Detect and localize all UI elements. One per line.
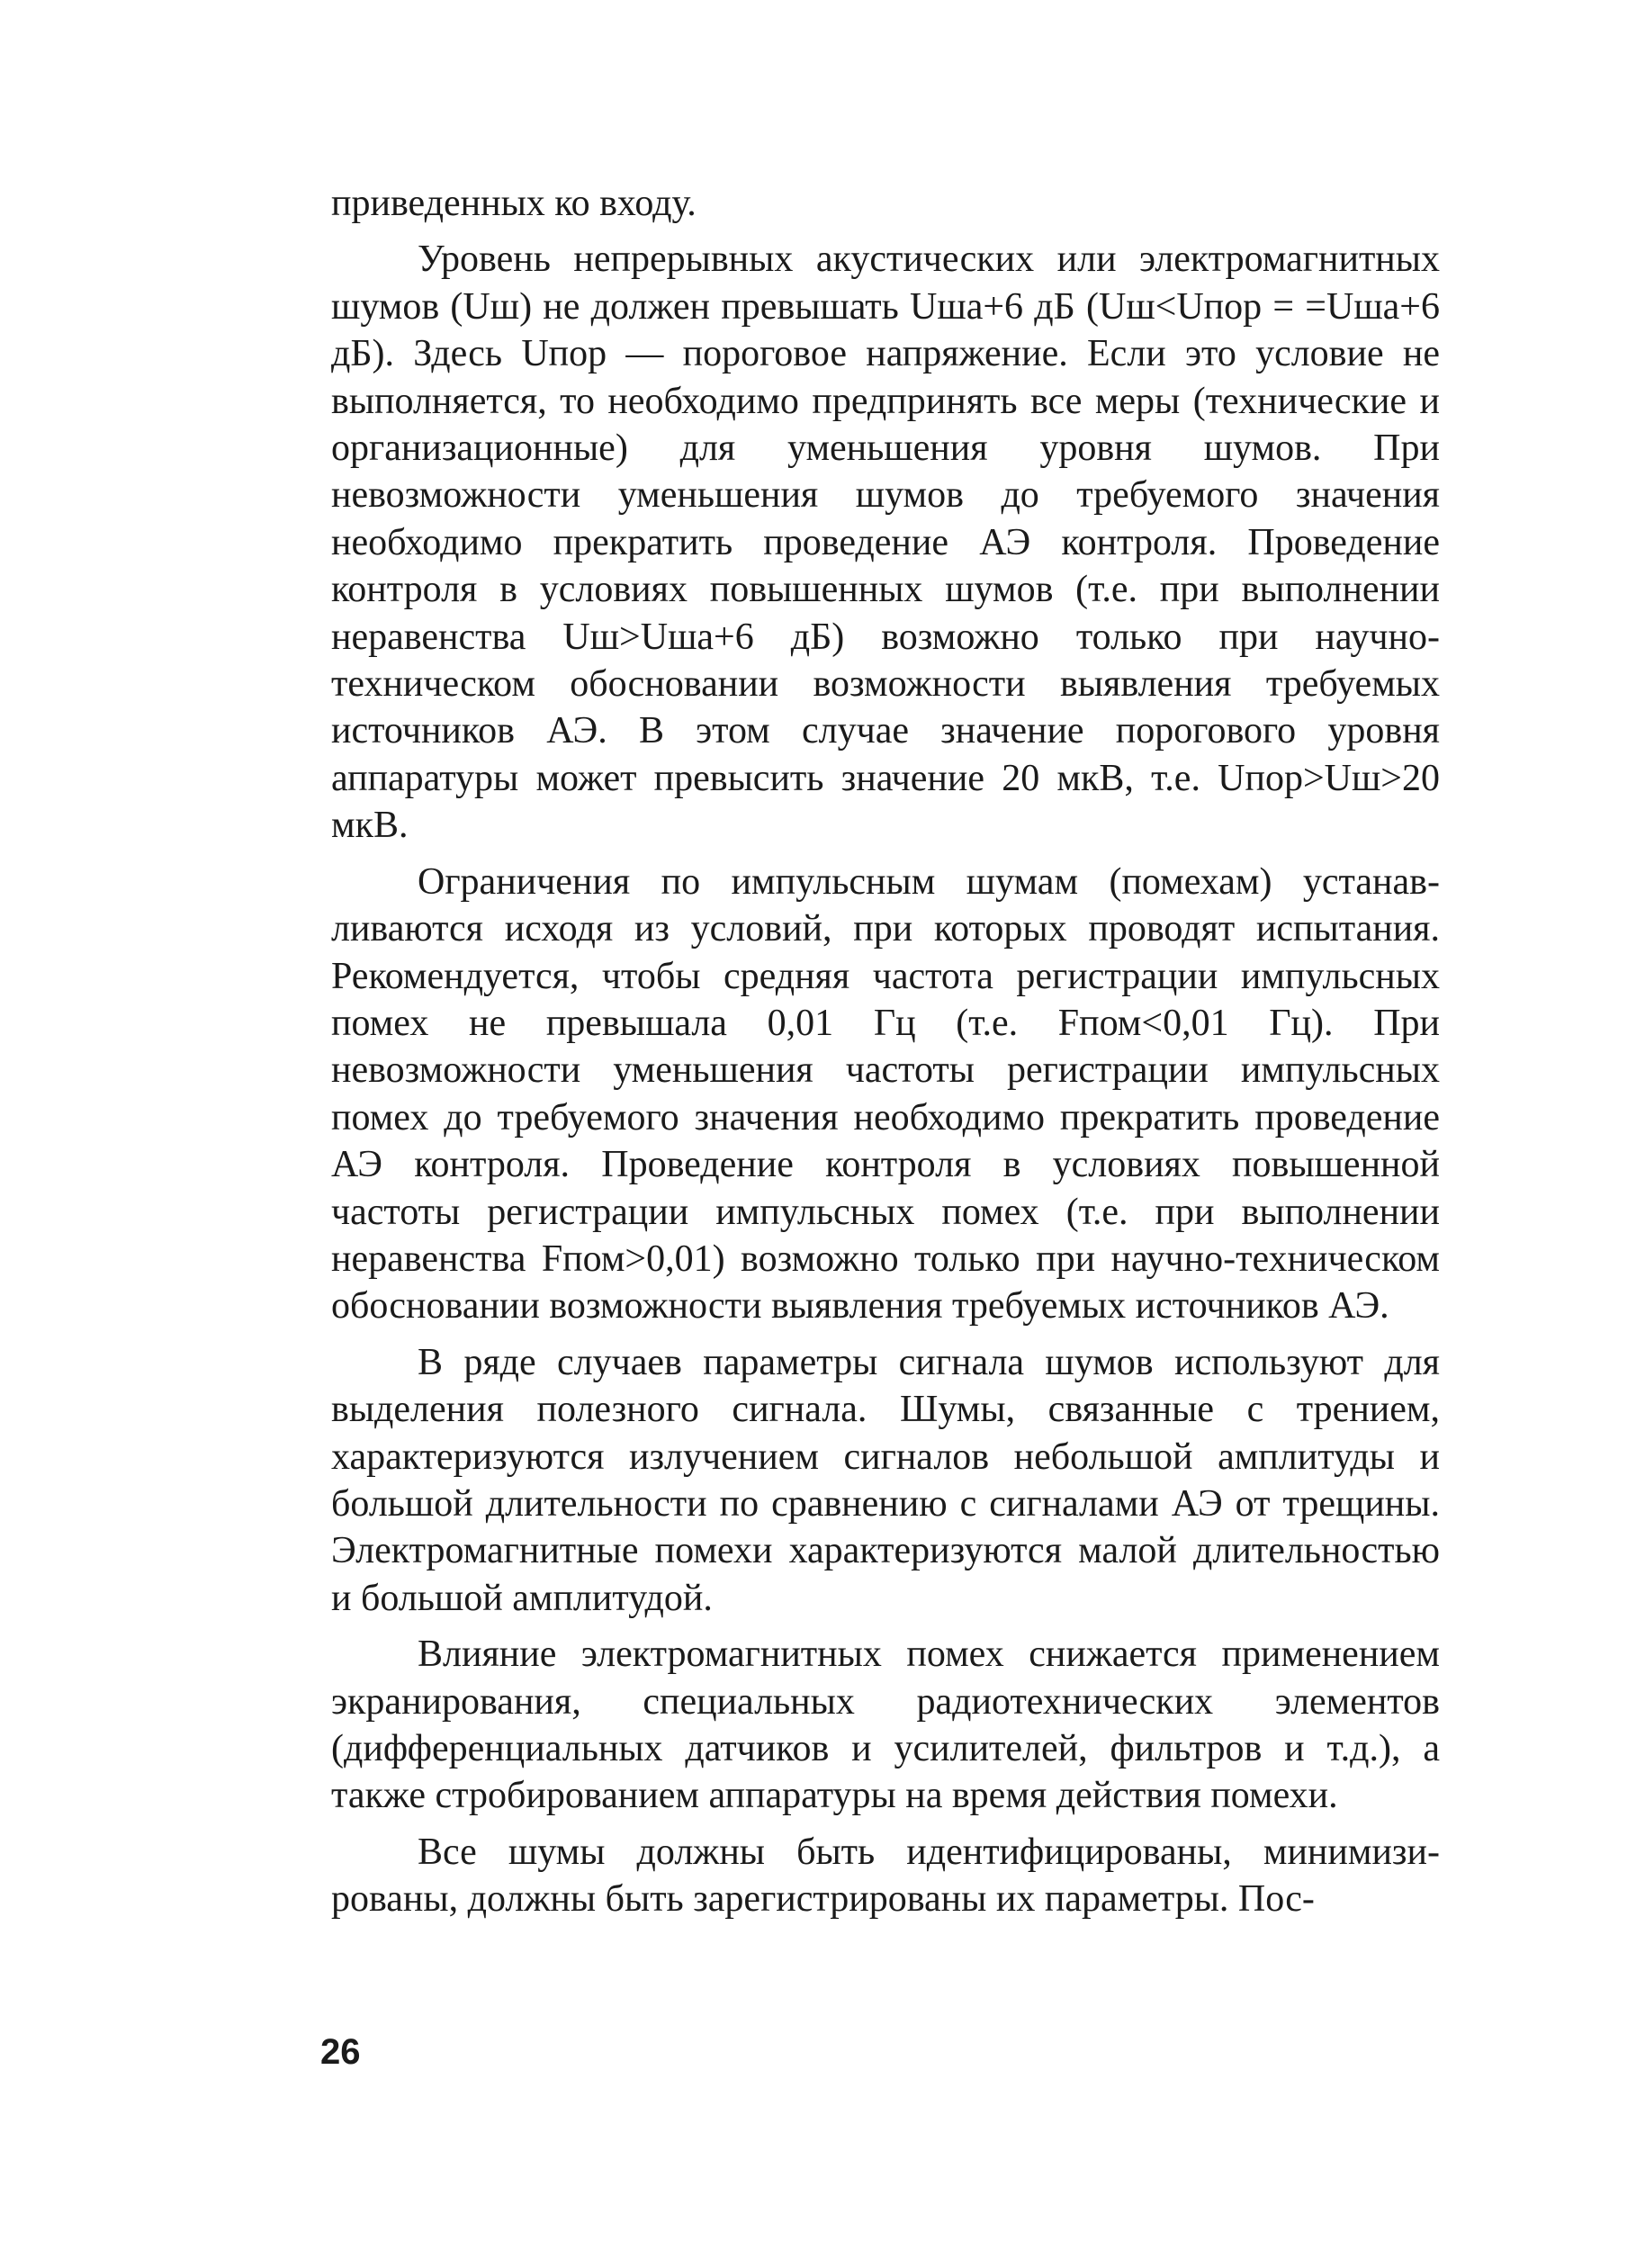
paragraph-continuation: приведенных ко входу.: [331, 183, 697, 224]
paragraph-electromagnetic-interference: Влияние электромагнитных помех снижается применением экранирования, специальных радиотехнических элементов (дифференциальных датчиков и усилителей, фильтров и т.д.), а также стробированием аппаратуры на время действия помехи.: [331, 1634, 1440, 1817]
paragraph-noise-signal-parameters: В ряде случаев параметры сигнала шумов используют для выделения полезного сигнала. Шумы, связанные с трением, характеризуются излучением сигналов небольшой амплитуды и большой длительности по сравнению с сигналами АЭ от трещины. Электромагнитные помехи характеризуются малой длительностью и большой амплитудой.: [331, 1341, 1440, 1619]
paragraph-noise-identification: Все шумы должны быть идентифицированы, минимизированы, должны быть зарегистрированы их параметры. Пос-: [331, 1831, 1440, 1921]
paragraph-continuous-noise: Уровень непрерывных акустических или электромагнитных шумов (Uш) не должен превышать Uша+6 дБ (Uш<Uпор = =Uша+6 дБ). Здесь Uпор — пороговое напряжение. Если это условие не выполняется, то необходимо предпринять все меры (технические и организационные) для уменьшения уровня шумов. При невозможности уменьшения шумов до требуемого значения необходимо прекратить проведение АЭ контроля. Проведение контроля в условиях повышенных шумов (т.е. при выполнении неравенства Uш>Uша+6 дБ) возможно только при научно-техническом обосновании возможности выявления требуемых источников АЭ. В этом случае значение порогового уровня аппаратуры может превысить значение 20 мкВ, т.е. Uпор>Uш>20 мкВ.: [331, 238, 1440, 847]
body-text: [331, 180, 1440, 1932]
paragraph-impulse-noise: Ограничения по импульсным шумам (помехам) устанавливаются исходя из условий, при которых проводят испытания. Рекомендуется, чтобы средняя частота регистрации импульсных помех не превышала 0,01 Гц (т.е. Fпом<0,01 Гц). При невозможности уменьшения частоты регистрации импульсных помех до требуемого значения необходимо прекратить проведение АЭ контроля. Проведение контроля в условиях повышенной частоты регистрации импульсных помех (т.е. при выполнении неравенства Fпом>0,01) возможно только при научно-техническом обосновании возможности выявления требуемых источников АЭ.: [331, 860, 1440, 1328]
page-number: 26: [320, 2032, 361, 2072]
